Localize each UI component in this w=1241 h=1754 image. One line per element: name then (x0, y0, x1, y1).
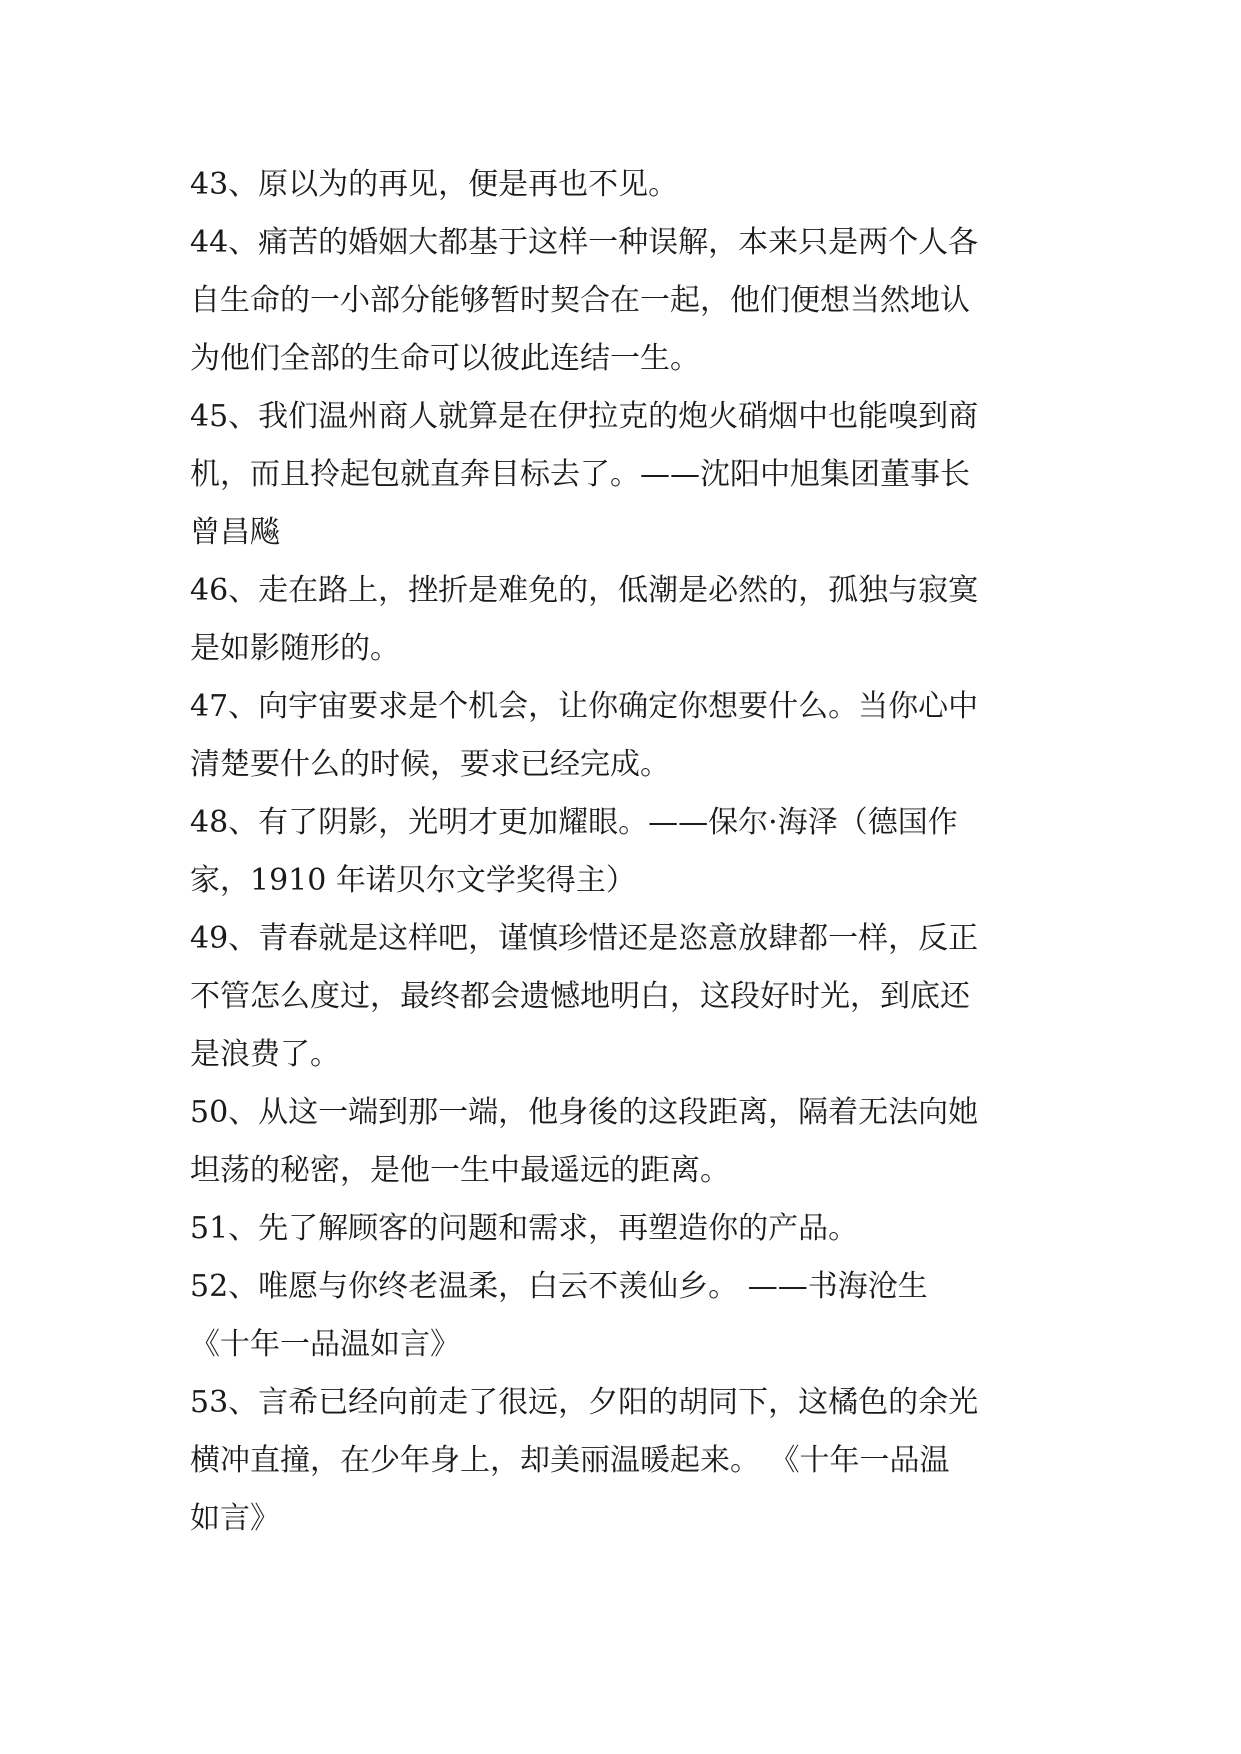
text-line: 47、向宇宙要求是个机会，让你确定你想要什么。当你心中 (190, 689, 979, 724)
text-line: 自生命的一小部分能够暂时契合在一起，他们便想当然地认 (190, 283, 970, 318)
text-line: 52、唯愿与你终老温柔，白云不羡仙乡。 ——书海沧生 (190, 1269, 928, 1304)
text-line: 51、先了解顾客的问题和需求，再塑造你的产品。 (190, 1211, 859, 1246)
text-line: 不管怎么度过，最终都会遗憾地明白，这段好时光，到底还 (190, 979, 970, 1014)
text-line: 清楚要什么的时候，要求已经完成。 (190, 747, 670, 782)
text-line: 是浪费了。 (190, 1037, 340, 1072)
text-line: 横冲直撞，在少年身上，却美丽温暖起来。 《十年一品温 (190, 1443, 950, 1478)
text-line: 50、从这一端到那一端，他身後的这段距离，隔着无法向她 (190, 1095, 979, 1130)
text-line: 53、言希已经向前走了很远，夕阳的胡同下，这橘色的余光 (190, 1385, 979, 1420)
text-line: 44、痛苦的婚姻大都基于这样一种误解，本来只是两个人各 (190, 225, 979, 260)
text-line: 是如影随形的。 (190, 631, 400, 666)
text-line: 如言》 (190, 1501, 280, 1536)
text-line: 机，而且拎起包就直奔目标去了。——沈阳中旭集团董事长 (190, 457, 970, 492)
text-line: 45、我们温州商人就算是在伊拉克的炮火硝烟中也能嗅到商 (190, 399, 979, 434)
text-line: 坦荡的秘密，是他一生中最遥远的距离。 (190, 1153, 730, 1188)
text-line: 48、有了阴影，光明才更加耀眼。——保尔·海泽（德国作 (190, 805, 958, 840)
text-line: 曾昌飚 (190, 515, 280, 550)
text-line: 46、走在路上，挫折是难免的，低潮是必然的，孤独与寂寞 (190, 573, 979, 608)
document-body (190, 156, 1058, 1548)
text-line: 为他们全部的生命可以彼此连结一生。 (190, 341, 700, 376)
text-line: 《十年一品温如言》 (190, 1327, 460, 1362)
text-line: 43、原以为的再见，便是再也不见。 (190, 167, 679, 202)
text-line: 家，1910 年诺贝尔文学奖得主） (190, 863, 636, 898)
text-line: 49、青春就是这样吧，谨慎珍惜还是恣意放肆都一样，反正 (190, 921, 979, 956)
